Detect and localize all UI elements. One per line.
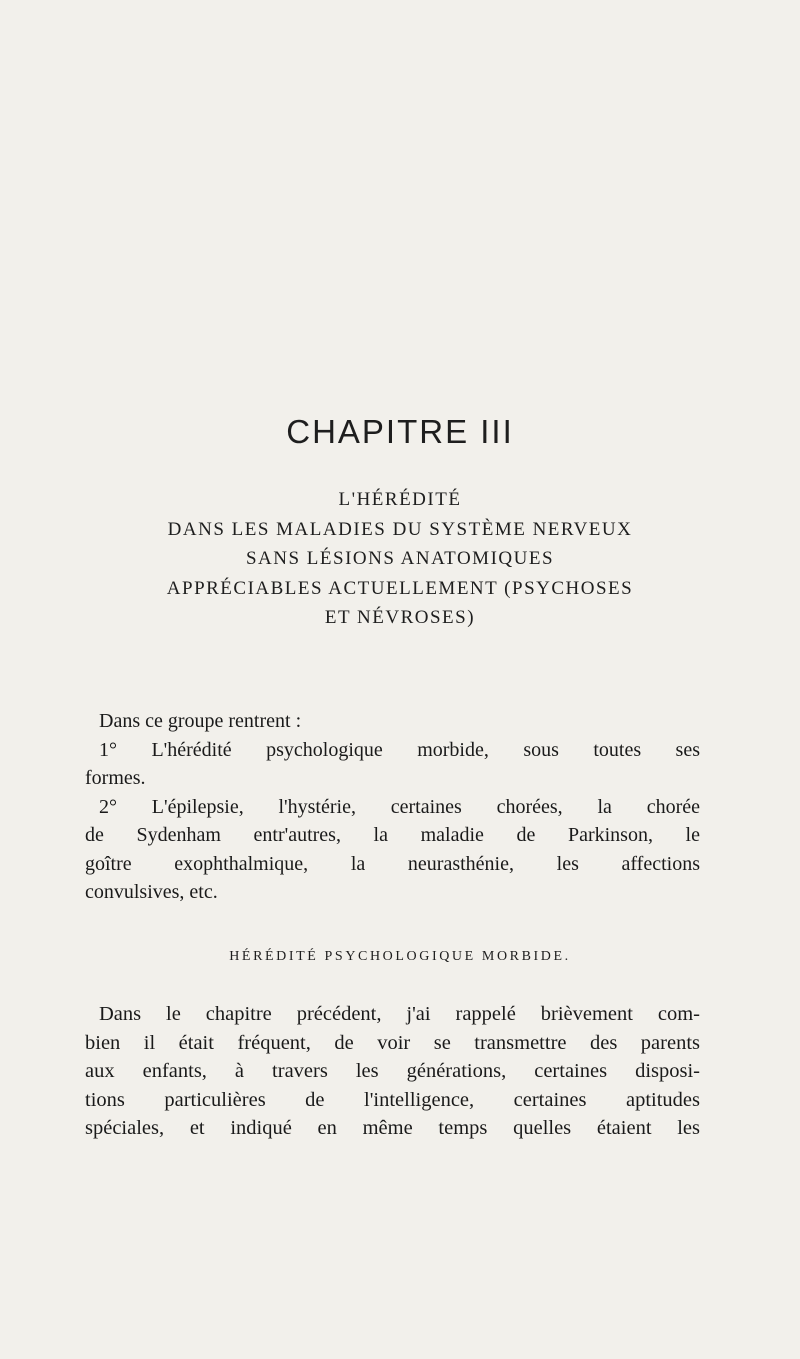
text-line: 2° L'épilepsie, l'hystérie, certaines chorées, la chorée <box>99 795 700 818</box>
text-line: bien il était fréquent, de voir se transmettre des parents <box>85 1031 700 1054</box>
heading-line: APPRÉCIABLES ACTUELLEMENT (PSYCHOSES <box>166 577 634 599</box>
intro-paragraph <box>85 707 700 907</box>
heading-line: SANS LÉSIONS ANATOMIQUES <box>245 548 555 569</box>
text-line: convulsives, etc. <box>85 881 218 903</box>
heading-line: DANS LES MALADIES DU SYSTÈME NERVEUX <box>167 518 633 540</box>
text-line: 1° L'hérédité psychologique morbide, sous toutes ses <box>99 738 700 761</box>
section-heading: HÉRÉDITÉ PSYCHOLOGIQUE MORBIDE. <box>229 949 571 964</box>
chapter-heading <box>0 485 800 633</box>
text-line: tions particulières de l'intelligence, certaines aptitudes <box>85 1088 700 1111</box>
text-line: spéciales, et indiqué en même temps quelles étaient les <box>85 1117 700 1139</box>
text-line: goître exophthalmique, la neurasthénie, les affections <box>85 852 700 875</box>
text-line: Dans ce groupe rentrent : <box>99 710 302 732</box>
text-line: aux enfants, à travers les générations, certaines disposi- <box>85 1060 700 1082</box>
text-line: de Sydenham entr'autres, la maladie de Parkinson, le <box>85 824 700 846</box>
text-line: Dans le chapitre précédent, j'ai rappelé brièvement com- <box>99 1003 700 1025</box>
body-paragraph <box>85 1000 700 1143</box>
heading-line: L'HÉRÉDITÉ <box>338 489 462 510</box>
heading-line: ET NÉVROSES) <box>324 607 476 628</box>
chapter-title: CHAPITRE III <box>286 413 514 450</box>
text-line: formes. <box>85 767 146 789</box>
